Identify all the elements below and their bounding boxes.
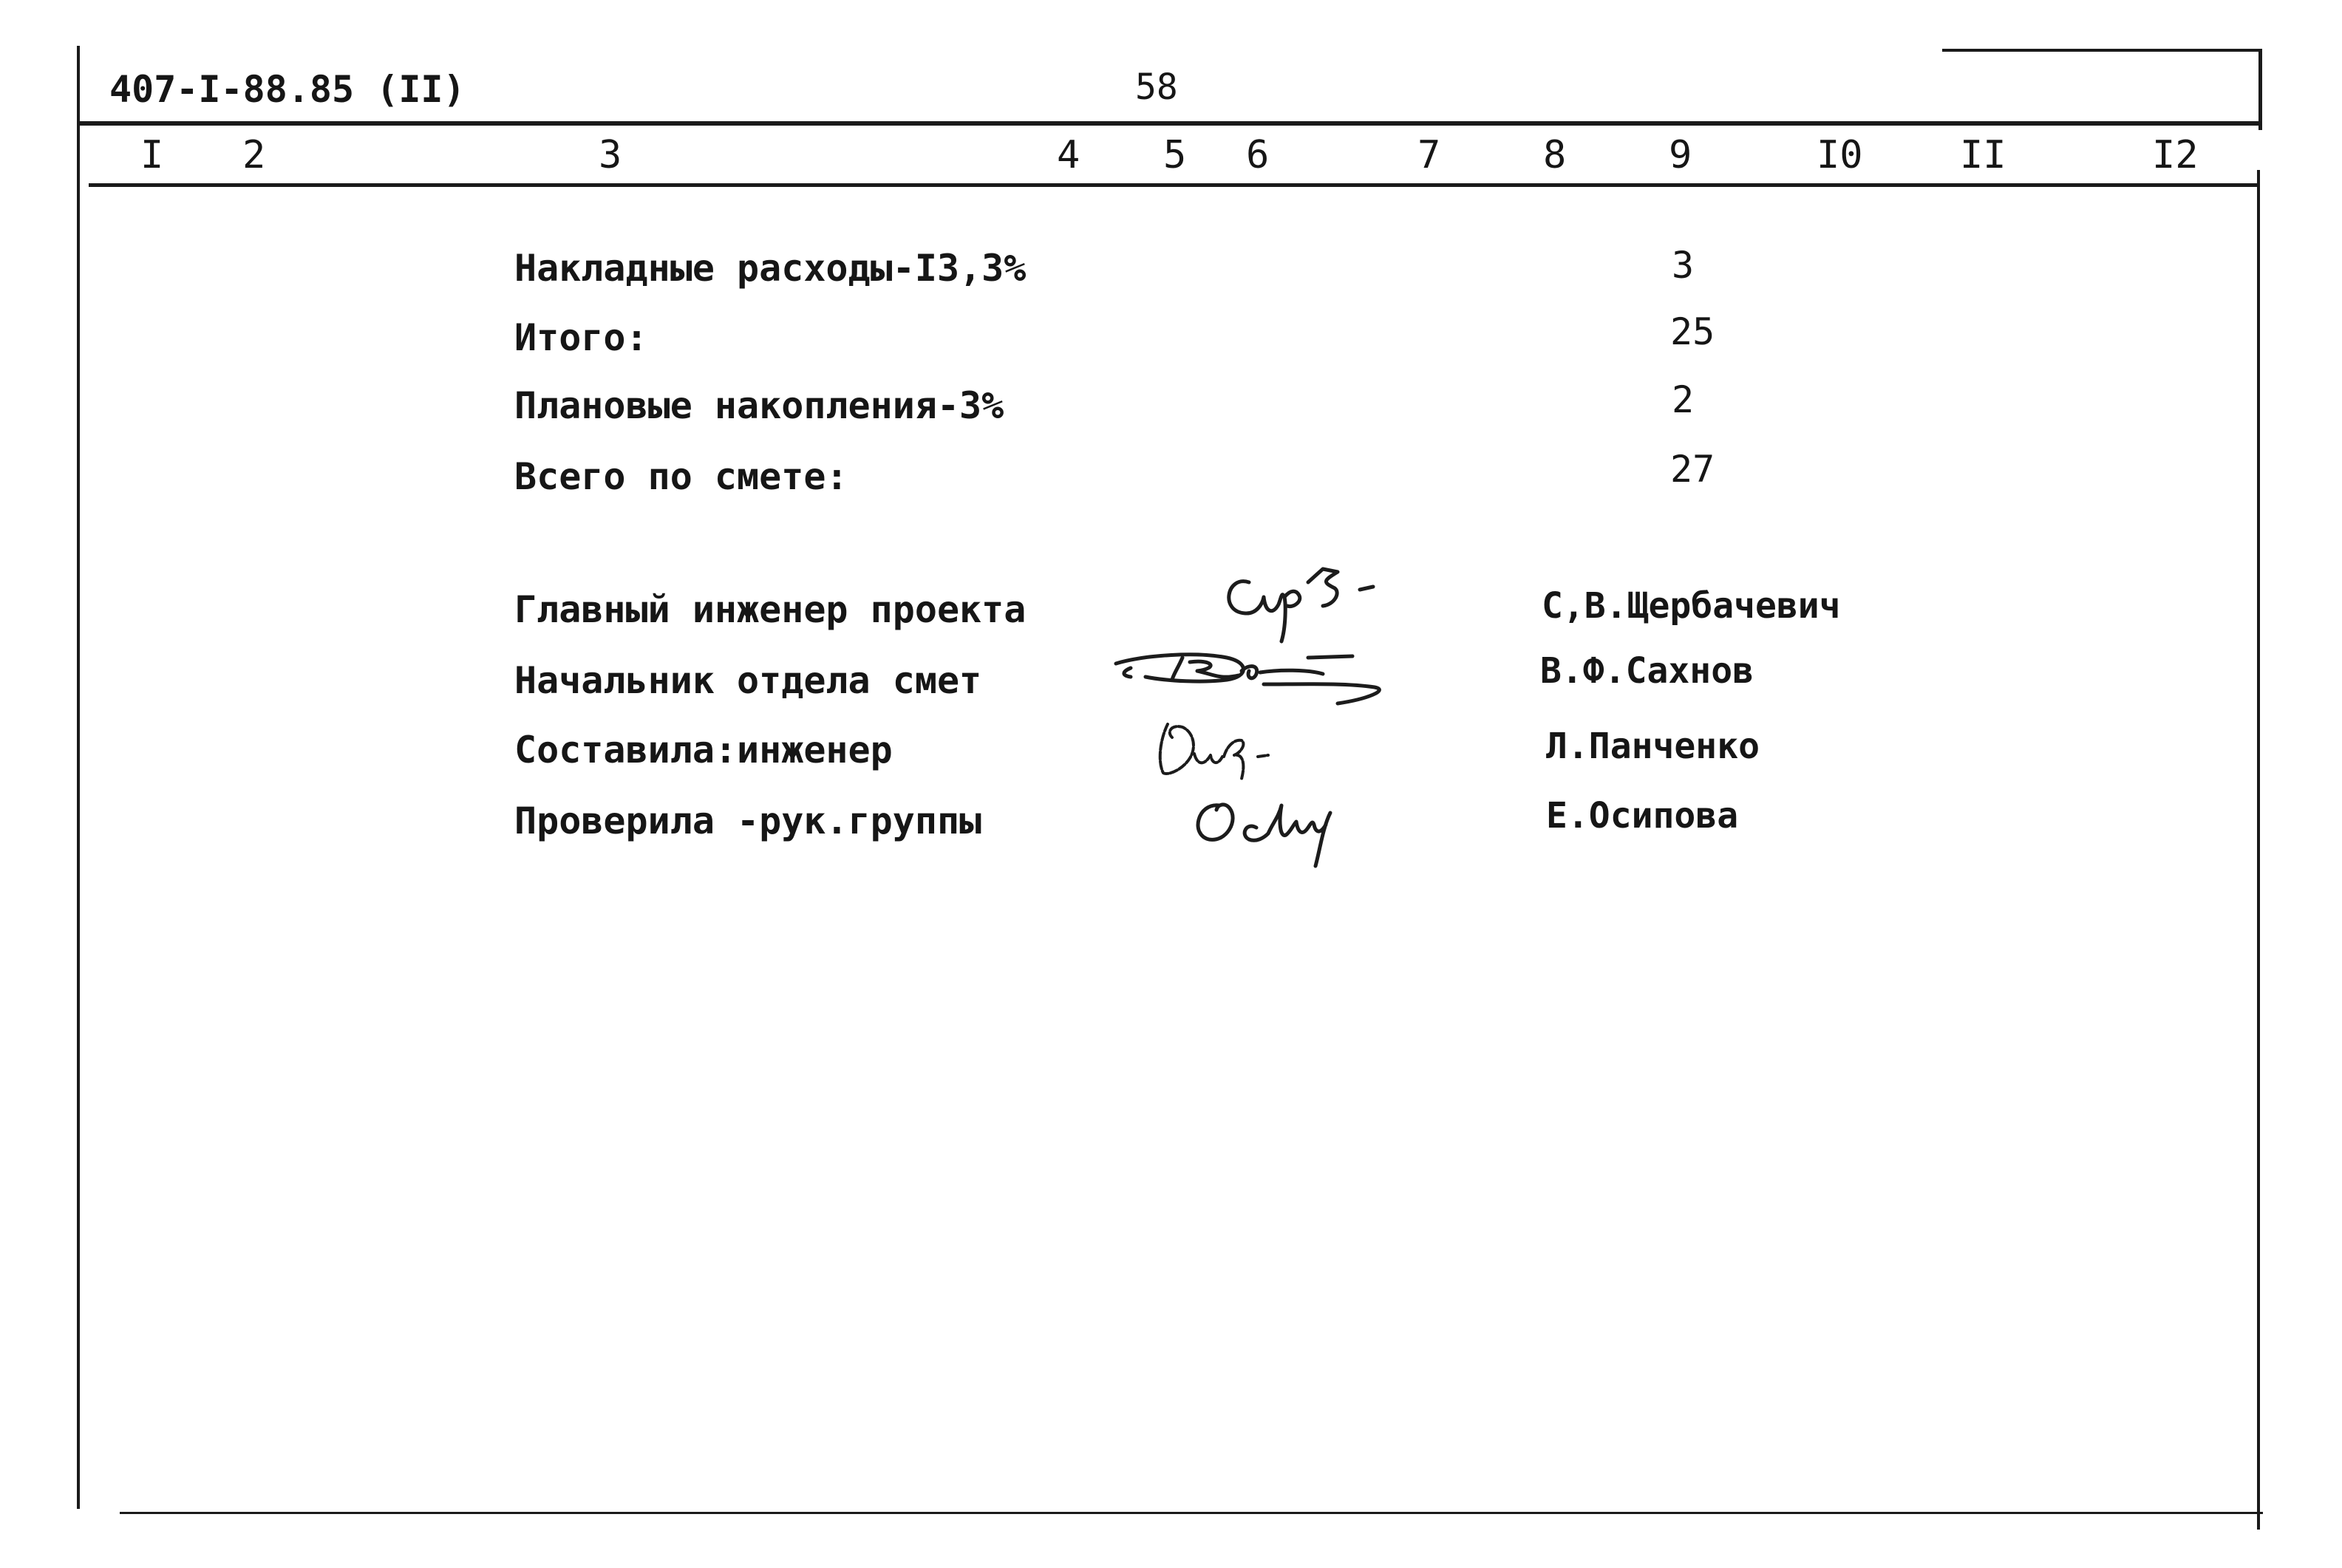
summary-value-planned-savings: 2 [1672,378,1695,421]
document-code: 407-I-88.85 (II) [109,68,466,111]
column-number-9: 9 [1669,133,1692,177]
summary-label-subtotal: Итого: [514,316,648,359]
signatory-role-chief-engineer: Главный инженер проекта [514,588,1027,631]
column-number-8: 8 [1543,133,1567,177]
signatory-name-compiler: Л.Панченко [1546,726,1760,767]
frame-right-border-top [2258,49,2262,130]
signatory-role-checker: Проверила -рук.группы [514,800,982,842]
signatory-role-compiler: Составила:инженер [514,729,893,771]
column-number-7: 7 [1417,133,1441,177]
signature-chief-engineer [1205,553,1449,649]
signatory-name-chief-engineer: С,В.Щербачевич [1542,585,1841,627]
frame-bottom-border [120,1512,2263,1514]
column-number-12: I2 [2152,133,2199,177]
summary-label-total: Всего по смете: [514,455,848,498]
frame-left-border [77,46,80,1509]
column-number-11: II [1960,133,2006,177]
summary-label-overhead: Накладные расходы-I3,3% [514,247,1027,290]
signature-checker [1175,776,1412,872]
signatory-name-checker: Е.Осипова [1546,795,1739,836]
frame-right-border [2257,170,2260,1530]
frame-top-border [1942,49,2260,52]
column-number-5: 5 [1163,133,1187,177]
column-number-3: 3 [599,133,622,177]
column-number-4: 4 [1057,133,1080,177]
column-number-1: I [140,133,164,177]
column-number-10: I0 [1817,133,1863,177]
signatory-role-estimates-head: Начальник отдела смет [514,659,982,702]
summary-value-subtotal: 25 [1670,310,1715,353]
signatory-name-estimates-head: В.Ф.Сахнов [1540,650,1754,692]
column-number-6: 6 [1246,133,1270,177]
summary-label-planned-savings: Плановые накопления-3% [514,384,1004,427]
summary-value-total: 27 [1670,448,1715,491]
summary-value-overhead: 3 [1672,244,1695,287]
header-rule [77,121,2261,126]
column-header-rule [89,183,2260,187]
page-number: 58 [1135,67,1178,108]
column-number-2: 2 [242,133,266,177]
